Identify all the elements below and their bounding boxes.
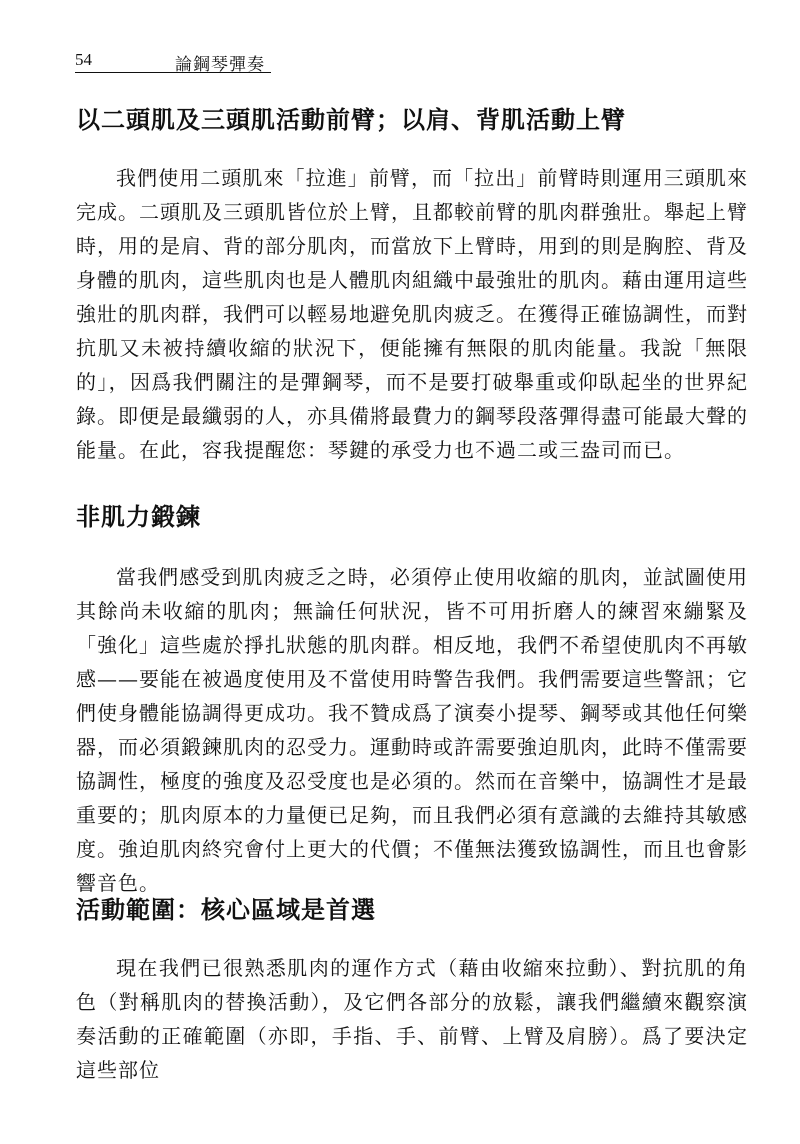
section-paragraph: 現在我們已很熟悉肌肉的運作方式（藉由收縮來拉動）、對抗肌的角色（對稱肌肉的替換活動），及它們各部分的放鬆，讓我們繼續來觀察演奏活動的正確範圍（亦即，手指、手、前臂、上臂及肩膀）。爲了要決定這些部位	[76, 956, 748, 1082]
section-paragraph: 我們使用二頭肌來「拉進」前臂，而「拉出」前臂時則運用三頭肌來完成。二頭肌及三頭肌皆位於上臂，且都較前臂的肌肉群強壯。舉起上臂時，用的是肩、背的部分肌肉，而當放下上臂時，用到的則是胸腔、背及身體的肌肉，這些肌肉也是人體肌肉組織中最強壯的肌肉。藉由運用這些強壯的肌肉群，我們可以輕易地避免肌肉疲乏。在獲得正確協調性，而對抗肌又未被持續收縮的狀況下，便能擁有無限的肌肉能量。我說「無限的」，因爲我們關注的是彈鋼琴，而不是要打破舉重或仰臥起坐的世界紀錄。即便是最纖弱的人，亦具備將最費力的鋼琴段落彈得盡可能最大聲的能量。在此，容我提醒您：琴鍵的承受力也不過二或三盎司而已。	[76, 166, 748, 462]
section-range-of-motion	[76, 890, 748, 1087]
section-non-strength-training	[76, 497, 748, 900]
section-heading: 以二頭肌及三頭肌活動前臂；以肩、背肌活動上臂	[76, 105, 626, 134]
book-title: 論鋼琴彈奏	[175, 55, 265, 75]
section-forearm-upper-arm	[76, 100, 748, 467]
section-heading: 活動範圍：核心區域是首選	[76, 895, 376, 924]
page-number: 54	[75, 50, 92, 69]
running-header	[75, 44, 275, 74]
section-heading: 非肌力鍛鍊	[76, 502, 201, 531]
section-paragraph: 當我們感受到肌肉疲乏之時，必須停止使用收縮的肌肉，並試圖使用其餘尚未收縮的肌肉；無論任何狀況，皆不可用折磨人的練習來繃緊及「強化」這些處於掙扎狀態的肌肉群。相反地，我們不希望使肌肉不再敏感——要能在被過度使用及不當使用時警告我們。我們需要這些警訊；它們使身體能協調得更成功。我不贊成爲了演奏小提琴、鋼琴或其他任何樂器，而必須鍛鍊肌肉的忍受力。運動時或許需要強迫肌肉，此時不僅需要協調性，極度的強度及忍受度也是必須的。然而在音樂中，協調性才是最重要的；肌肉原本的力量便已足夠，而且我們必須有意識的去維持其敏感度。強迫肌肉終究會付上更大的代價；不僅無法獲致協調性，而且也會影響音色。	[76, 565, 748, 895]
